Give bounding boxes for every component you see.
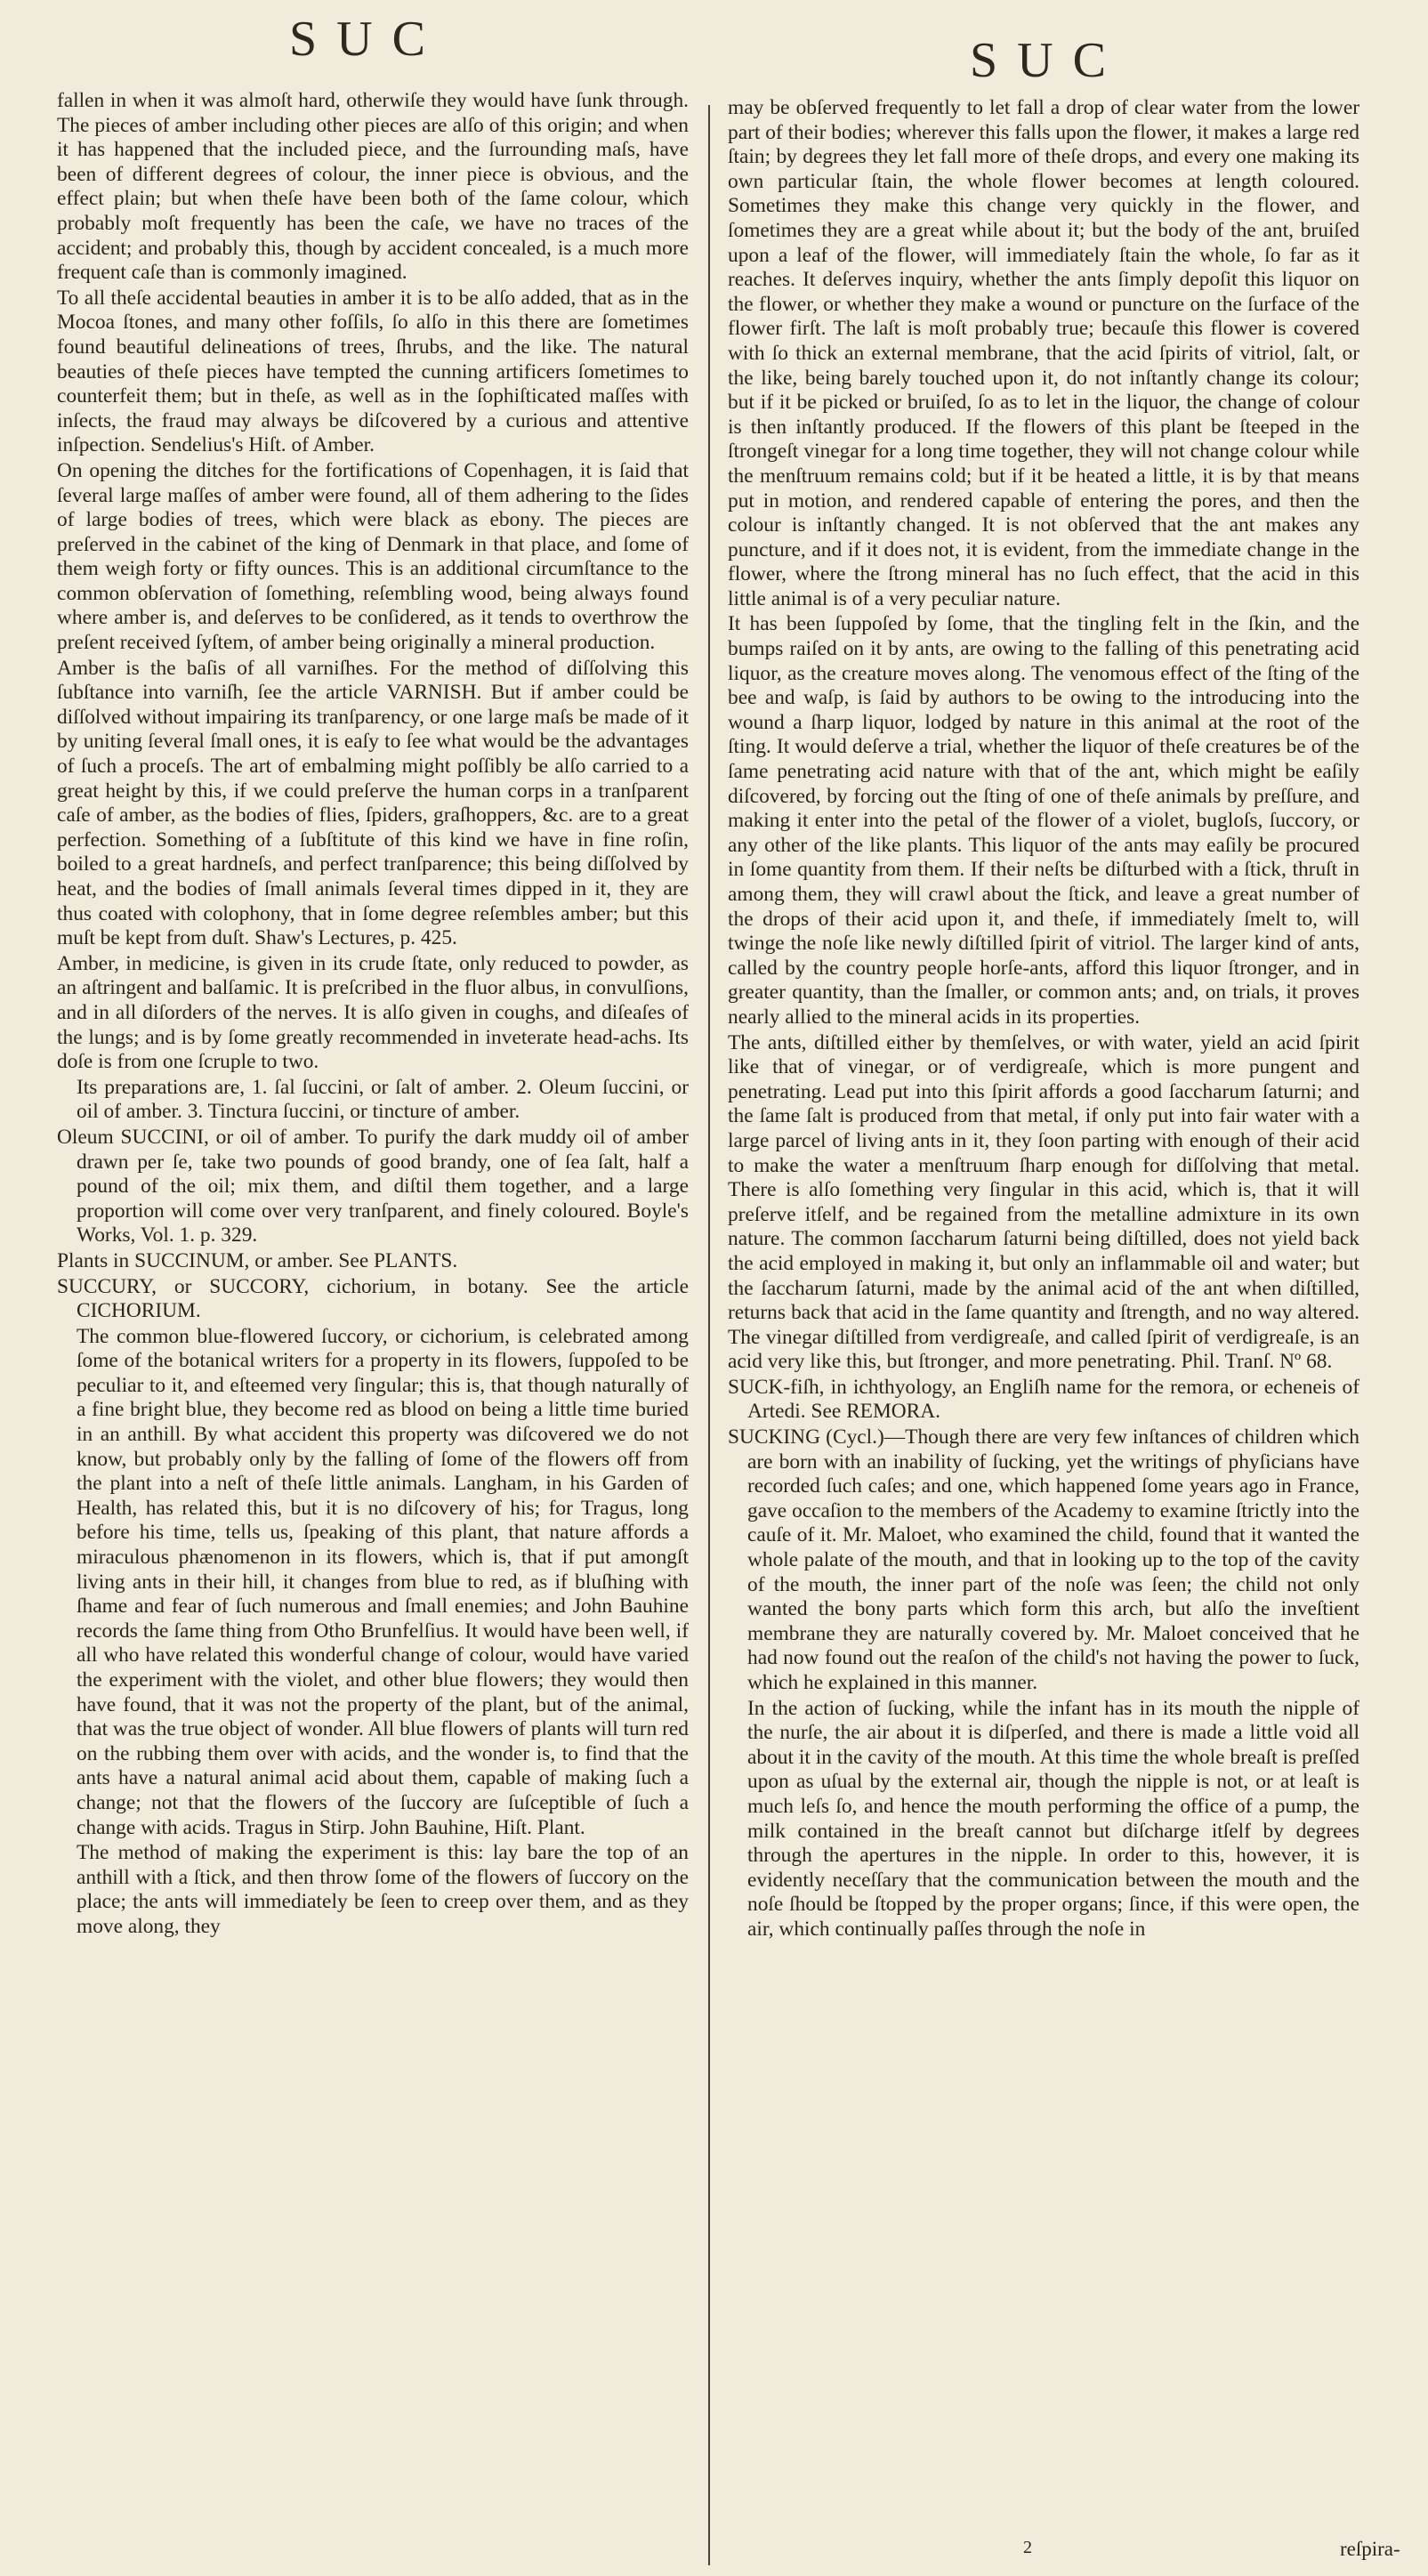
paragraph: Its preparations are, 1. ſal ſuccini, or ſalt of amber. 2. Oleum ſuccini, or oil of amber. 3. Tinctura ſuccini, or tincture of amber. (77, 1075, 689, 1124)
entry-plants-in-succinum: Plants in SUCCINUM, or amber. See PLANTS. (57, 1248, 458, 1272)
paragraph: The ants, diſtilled either by themſelves, or with water, yield an acid ſpirit like that of vinegar, or of verdigreaſe, which is more pungent and penetrating. Lead put into this ſpirit affords a good ſaccharum ſaturni; and the ſame ſalt is produced from that metal, if only put into fair water with a large parcel of living ants in it, they ſoon parting with enough of their acid to make the water a menſtruum ſharp enough for diſſolving that metal. There is alſo ſomething very ſingular in this acid, which is, that it will preſerve itſelf, and be regained from the metalline admixture in its own nature. The common ſaccharum ſaturni being diſtilled, does not yield back the acid employed in making it, but only an inflammable oil and water; but the ſaccharum ſaturni, made by the animal acid of the ant when diſtilled, returns back that acid in the ſame quantity and ſtrength, and no way altered. The vinegar diſtilled from verdigreaſe, and called ſpirit of verdigreaſe, is an acid very like this, but ſtronger, and more penetrating. Phil. Tranſ. Nº 68. (728, 1030, 1359, 1374)
entry-succury: SUCCURY, or SUCCORY, cichorium, in botany. See the article CICHORIUM. (57, 1274, 689, 1323)
paragraph: In the action of ſucking, while the infant has in its mouth the nipple of the nurſe, the air about it is diſperſed, and there is made a little void all about it in the cavity of the mouth. At this time the whole breaſt is preſſed upon as uſual by the external air, though the nipple is not, or at leaſt is much leſs ſo, and hence the mouth performing the office of a pump, the milk contained in the breaſt cannot but diſcharge itſelf by degrees through the apertures in the nipple. In order to this, however, it is evidently neceſſary that the communication between the mouth and the noſe ſhould be ſtopped by the proper organs; ſince, if this were open, the air, which continually paſſes through the noſe in (747, 1696, 1359, 1941)
signature-mark: 2 (1023, 2538, 1032, 2557)
paragraph: Amber, in medicine, is given in its crude ſtate, only reduced to powder, as an aſtringent and balſamic. It is preſcribed in the fluor albus, in convulſions, and in all diſorders of the nerves. It is alſo given in coughs, and diſeaſes of the lungs; and is by ſome greatly recommended in inveterate head-achs. Its doſe is from one ſcruple to two. (57, 951, 689, 1074)
entry-oleum-succini: Oleum SUCCINI, or oil of amber. To purify the dark muddy oil of amber drawn per ſe, take two pounds of good brandy, one of ſea ſalt, half a pound of the oil; mix them, and diſtil them together, and a large proportion will come over very tranſparent, and finely coloured. Boyle's Works, Vol. 1. p. 329. (57, 1125, 689, 1248)
paragraph: To all theſe accidental beauties in amber it is to be alſo added, that as in the Mocoa ſtones, and many other foſſils, ſo alſo in this there are ſometimes found beautiful delineations of trees, ſhrubs, and the like. The natural beauties of theſe pieces have tempted the cunning artificers ſometimes to counterfeit them; but in theſe, as well as in the ſophiſticated maſſes with inſects, the fraud may always be diſcovered by a curious and attentive inſpection. Sendelius's Hiſt. of Amber. (57, 286, 689, 457)
paragraph: fallen in when it was almoſt hard, otherwiſe they would have ſunk through. The pieces of amber including other pieces are alſo of this origin; and when it has happened that the included piece, and the ſurrounding maſs, have been of different degrees of colour, the inner piece is obvious, and the effect plain; but when theſe have been both of the ſame colour, which probably moſt frequently has been the caſe, we have no traces of the accident; and probably this, though by accident concealed, is a much more frequent caſe than is commonly imagined. (57, 89, 689, 285)
catchword: reſpira- (1340, 2538, 1400, 2560)
column-rule (708, 105, 710, 2565)
running-head-right: SUC (970, 33, 1125, 88)
paragraph: Amber is the baſis of all varniſhes. For the method of diſſolving this ſubſtance into varniſh, ſee the article VARNISH. But if amber could be diſſolved without impairing its tranſparency, or one large maſs be made of it by uniting ſeveral ſmall ones, it is eaſy to ſee what would be the advantages of ſuch a proceſs. The art of embalming might poſſibly be alſo carried to a great height by this, if we could preſerve the human corps in a tranſparent caſe of amber, as the bodies of flies, ſpiders, graſhoppers, &c. are to a great perfection. Something of a ſubſtitute of this kind we have in fine roſin, boiled to a great hardneſs, and perfect tranſparence; this being diſſolved by heat, and the bodies of ſmall animals ſeveral times dipped in it, they are thus coated with colophony, that in ſome degree reſembles amber; but this muſt be kept from duſt. Shaw's Lectures, p. 425. (57, 656, 689, 950)
left-column (57, 89, 689, 1940)
paragraph: It has been ſuppoſed by ſome, that the tingling felt in the ſkin, and the bumps raiſed on it by ants, are owing to the falling of this penetrating acid liquor, as the creature moves along. The venomous effect of the ſting of the bee and waſp, is ſaid by authors to be owing to the introducing into the wound a ſharp liquor, lodged by nature in this animal at the root of the ſting. It would deſerve a trial, whether the liquor of theſe creatures be of the ſame penetrating acid nature with that of the ant, which might be eaſily diſcovered, by forcing out the ſting of one of theſe animals by preſſure, and making it enter into the petal of the flower of a violet, bugloſs, ſuccory, or any other of the like plants. This liquor of the ants may eaſily be procured in ſome quantity from them. If their neſts be diſturbed with a ſtick, thruſt in among them, they will crawl about the ſtick, and leave a great number of the drops of their acid upon it, and theſe, if immediately ſmelt to, will twinge the noſe like newly diſtilled ſpirit of vitriol. The larger kind of ants, called by the country people horſe-ants, afford this liquor ſtronger, and in greater quantity, than the ſmaller, or common ants; and, on trials, it proves nearly allied to the mineral acids in its properties. (728, 612, 1359, 1029)
entry-suck-fish: SUCK-fiſh, in ichthyology, an Engliſh name for the remora, or echeneis of Artedi. See REMORA. (728, 1375, 1359, 1424)
entry-sucking: SUCKING (Cycl.)—Though there are very few inſtances of children which are born with an inability of ſucking, yet the writings of phyſicians have recorded ſuch caſes; and one, which happened ſome years ago in France, gave occaſion to the members of the Academy to examine ſtrictly into the cauſe of it. Mr. Maloet, who examined the child, found that it wanted the whole palate of the mouth, and that in looking up to the top of the cavity of the mouth, the inner part of the noſe was ſeen; the child not only wanted the bony parts which form this arch, but alſo the inveſtient membrane they are naturally covered by. Mr. Maloet conceived that he had now found out the reaſon of the child's not having the power to ſuck, which he explained in this manner. (728, 1425, 1359, 1694)
paragraph: The common blue-flowered ſuccory, or cichorium, is celebrated among ſome of the botanical writers for a property in its flowers, ſuppoſed to be peculiar to it, and eſteemed very ſingular; this is, that though naturally of a fine bright blue, they become red as blood on being a little time buried in an anthill. By what accident this property was diſcovered we do not know, but probably only by the falling of ſome of the flowers off from the plant into a neſt of theſe little animals. Langham, in his Garden of Health, has related this, but it is no diſcovery of his; for Tragus, long before his time, tells us, ſpeaking of this plant, that nature affords a miraculous phænomenon in its flowers, which is, that if put amongſt living ants in their hill, it changes from blue to red, as if bluſhing with ſhame and fear of ſuch numerous and ſmall enemies; and John Bauhine records the ſame thing from Otho Brunfelſius. It would have been well, if all who have related this wonderful change of colour, would have varied the experiment with the violet, and other blue flowers; they would then have found, that it was not the property of the plant, but of the animal, that was the true object of wonder. All blue flowers of plants will turn red on the rubbing them over with acids, and the wonder is, to find that the ants have a natural animal acid about them, capable of making ſuch a change; not that the flowers of the ſuccory are ſuſceptible of ſuch a change with acids. Tragus in Stirp. John Bauhine, Hiſt. Plant. (77, 1324, 689, 1839)
running-head-left: SUC (289, 12, 445, 67)
paragraph: may be obſerved frequently to let fall a drop of clear water from the lower part of their bodies; wherever this falls upon the flower, it makes a large red ſtain; by degrees they let fall more of theſe drops, and every one making its own particular ſtain, the whole flower becomes at length coloured. Sometimes they make this change very quickly in the flower, and ſometimes they are a great while about it; but the body of the ant, bruiſed upon a leaf of the flower, will immediately ſtain the whole, ſo far as it reaches. It deſerves inquiry, whether the ants ſimply depoſit this liquor on the flower, or whether they make a wound or puncture on the ſurface of the flower firſt. The laſt is moſt probably true; becauſe this flower is covered with ſo thick an external membrane, that the acid ſpirits of vitriol, ſalt, or the like, being barely touched upon it, do not inſtantly change its colour; but if it be picked or bruiſed, ſo as to let in the liquor, the change of colour is then inſtantly produced. If the flowers of this plant be ſteeped in the ſtrongeſt vinegar for a long time together, they will not change colour while the menſtruum remains cold; but if it be heated a little, it is by that means put in motion, and rendered capable of entering the pores, and then the colour is inſtantly changed. It is not obſerved that the ant makes any puncture, and if it does not, it is evident, from the immediate change in the flower, where the ſtrong mineral has no ſuch effect, that the acid in this little animal is of a very peculiar nature. (728, 96, 1359, 610)
right-column (728, 96, 1359, 1942)
paragraph: The method of making the experiment is this: lay bare the top of an anthill with a ſtick, and then throw ſome of the flowers of ſuccory on the place; the ants will immediately be ſeen to creep over them, and as they move along, they (77, 1841, 689, 1938)
paragraph: On opening the ditches for the fortifications of Copenhagen, it is ſaid that ſeveral large maſſes of amber were found, all of them adhering to the ſides of large bodies of trees, which were black as ebony. The pieces are preſerved in the cabinet of the king of Denmark in that place, and ſome of them weigh forty or fifty ounces. This is an additional circumſtance to the common obſervation of ſomething, reſembling wood, being always found where amber is, and deſerves to be conſidered, as it tends to overthrow the preſent received ſyſtem, of amber being originally a mineral production. (57, 458, 689, 655)
